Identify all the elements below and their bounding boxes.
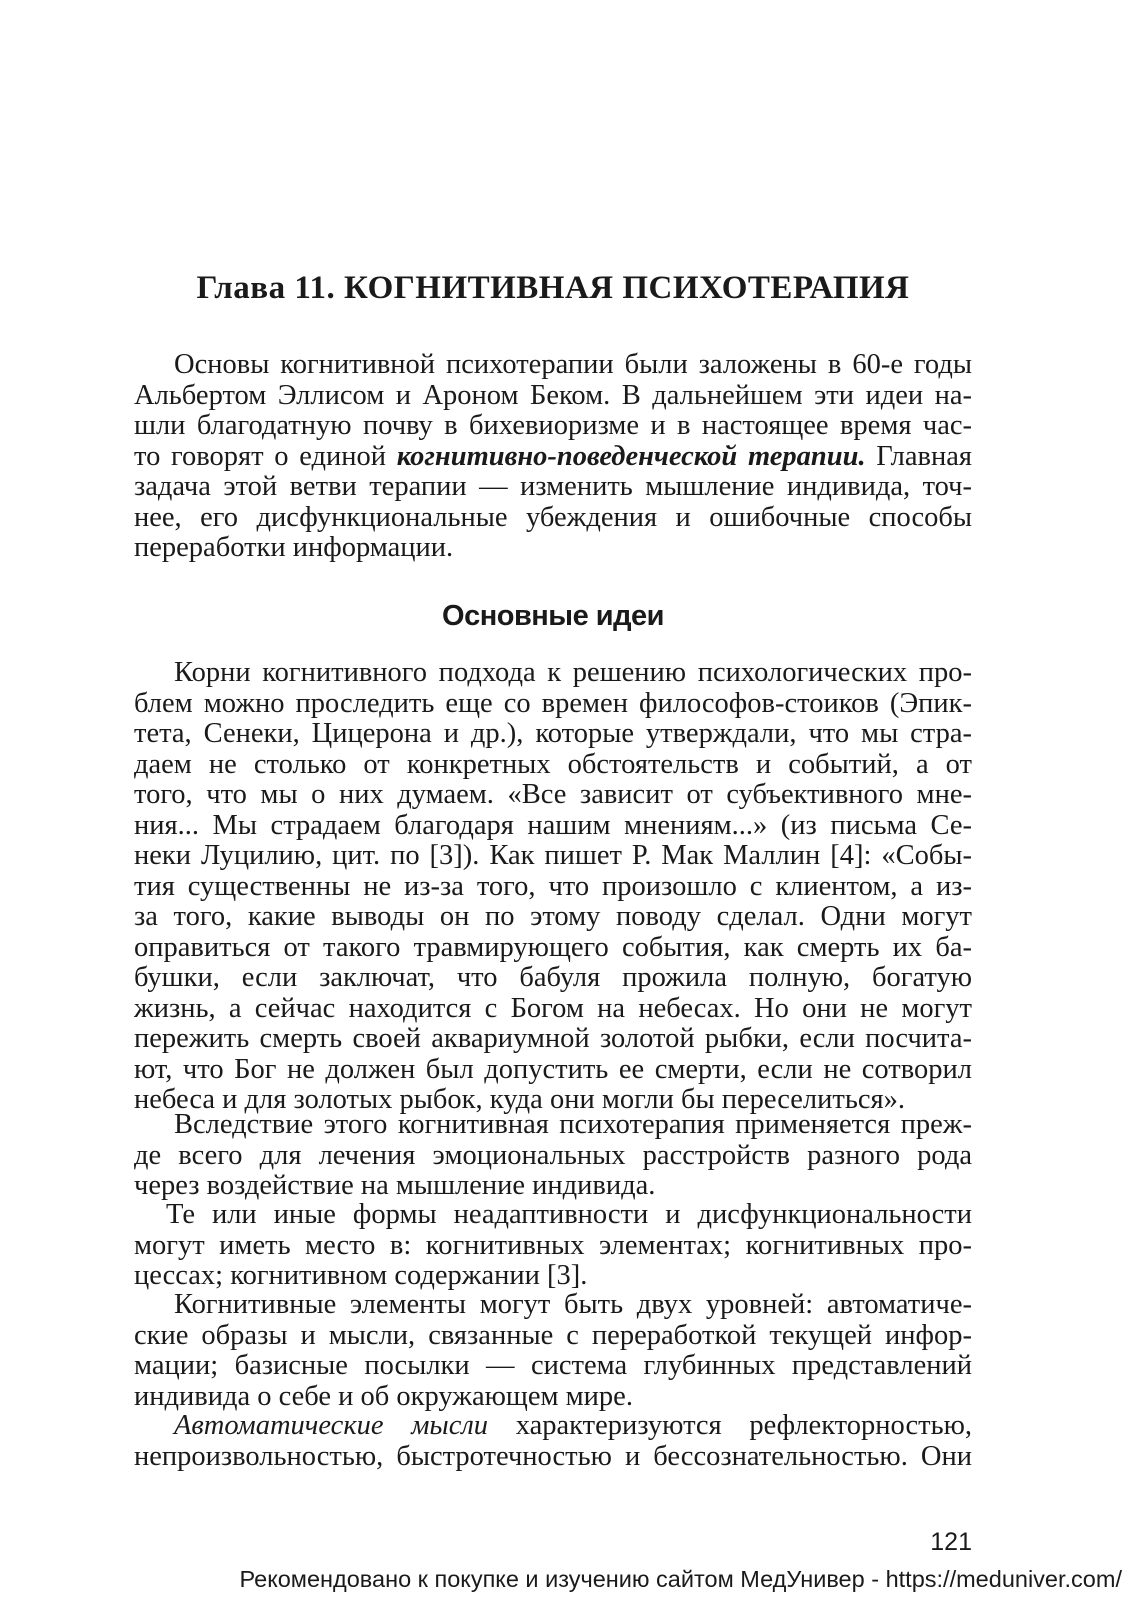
- text-line: Корни когнитивного подхода к решению психологических про-: [174, 657, 972, 688]
- text-line: неки Луцилию, цит. по [3]). Как пишет Р. Мак Маллин [4]: «Собы-: [134, 840, 972, 871]
- text-line: Альбертом Эллисом и Ароном Беком. В дальнейшем эти идеи на-: [134, 379, 972, 411]
- text-line: ские образы и мысли, связанные с переработкой текущей инфор-: [134, 1319, 972, 1351]
- paragraph-forms: [134, 1200, 972, 1292]
- text-run: характеризуются рефлекторностью,: [488, 1410, 972, 1441]
- text-line: Вследствие этого когнитивная психотерапия применяется преж-: [174, 1109, 972, 1140]
- text-line: шли благодатную почву в бихевиоризме и в настоящее время час-: [134, 410, 972, 441]
- text-line: могут иметь место в: когнитивных элементах; когнитивных про-: [134, 1229, 972, 1261]
- text-line: тия существенны не из-за того, что произошло с клиентом, а из-: [134, 870, 972, 902]
- intro-paragraph: [134, 350, 972, 564]
- text-line: мации; базисные посылки — система глубинных представлений: [134, 1350, 972, 1381]
- paragraph-automatic-thoughts: [134, 1411, 972, 1472]
- page-number: 121: [930, 1528, 972, 1556]
- text-line: задача этой ветви терапии — изменить мышление индивида, точ-: [134, 471, 972, 502]
- text-line: через воздействие на мышление индивида.: [134, 1170, 656, 1201]
- text-line: блем можно проследить еще со времен философов-стоиков (Эпик-: [134, 687, 972, 719]
- text-run: то говорят о единой: [134, 440, 397, 472]
- text-line: Основы когнитивной психотерапии были заложены в 60-е годы: [174, 349, 972, 380]
- text-line: бушки, если заключат, что бабуля прожила полную, богатую: [134, 962, 972, 993]
- text-line: нее, его дисфункциональные убеждения и ошибочные способы: [134, 501, 972, 533]
- text-line: пережить смерть своей аквариумной золотой рыбки, если посчита-: [134, 1023, 972, 1054]
- text-line: того, что мы о них думаем. «Все зависит от субъективного мне-: [134, 779, 972, 810]
- section-heading: Основные идеи: [442, 600, 664, 632]
- text-line: цессах; когнитивном содержании [3].: [134, 1260, 588, 1291]
- text-run: Главная: [865, 440, 972, 472]
- text-line: индивида о себе и об окружающем мире.: [134, 1380, 633, 1412]
- text-line: даем не столько от конкретных обстоятельств и событий, а от: [134, 748, 972, 780]
- chapter-title: Глава 11. КОГНИТИВНАЯ ПСИХОТЕРАПИЯ: [196, 270, 910, 306]
- text-line: де всего для лечения эмоциональных расстройств разного рода: [134, 1139, 972, 1171]
- italic-term: Автоматические мысли: [174, 1410, 489, 1441]
- text-line: ния... Мы страдаем благодаря нашим мнениям...» (из письма Се-: [134, 809, 972, 841]
- paragraph-roots: [134, 658, 972, 1116]
- text-line: переработки информации.: [134, 532, 454, 563]
- text-line: за того, какие выводы он по этому поводу сделал. Одни могут: [134, 901, 972, 932]
- text-line: тета, Сенеки, Цицерона и др.), которые утверждали, что мы стра-: [134, 718, 972, 749]
- text-line: жизнь, а сейчас находится с Богом на небесах. Но они не могут: [134, 992, 972, 1024]
- text-line: [134, 1411, 972, 1442]
- text-line: непроизвольностью, быстротечностью и бессознательностью. Они: [134, 1440, 972, 1472]
- footer-recommendation: Рекомендовано к покупке и изучению сайтом МедУнивер - https://meduniver.com/: [239, 1566, 1122, 1592]
- emphasized-term: когнитивно-поведенческой терапии.: [396, 440, 866, 472]
- text-line: оправиться от такого травмирующего события, как смерть их ба-: [134, 931, 972, 963]
- text-line: Когнитивные элементы могут быть двух уровней: автоматиче-: [174, 1289, 972, 1320]
- paragraph-consequence: [134, 1110, 972, 1202]
- text-line: ют, что Бог не должен был допустить ее смерти, если не сотворил: [134, 1053, 972, 1085]
- paragraph-elements: [134, 1290, 972, 1412]
- text-line: [134, 442, 972, 473]
- text-line: Те или иные формы неадаптивности и дисфункциональности: [166, 1199, 972, 1230]
- text-line: небеса и для золотых рыбок, куда они могли бы переселиться».: [134, 1084, 905, 1115]
